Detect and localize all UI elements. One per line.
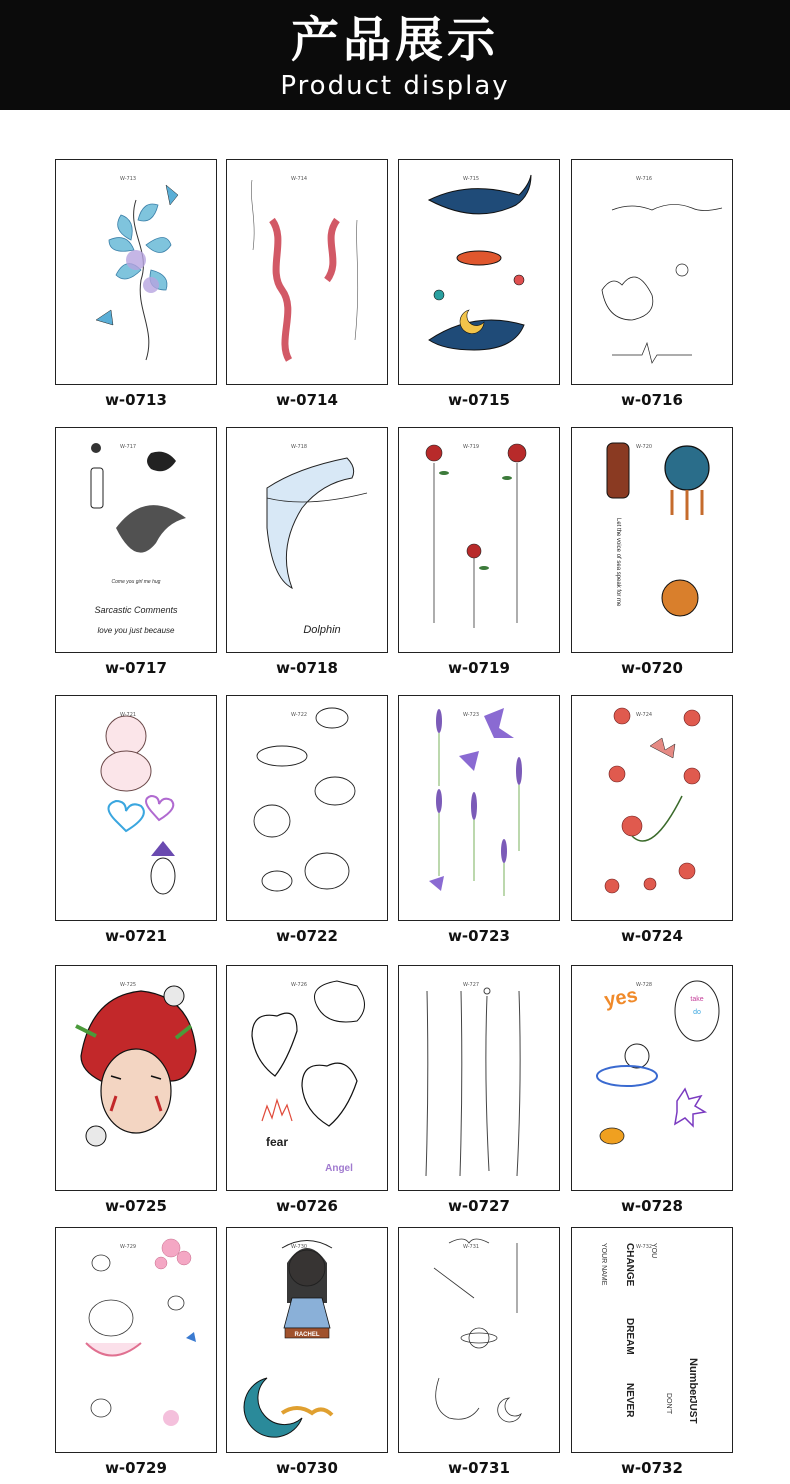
- product-card[interactable]: [571, 427, 733, 653]
- cat-moon-line-art: [572, 160, 732, 384]
- product-code-small: W-732: [636, 1244, 653, 1250]
- product-label: w-0715: [448, 391, 510, 409]
- product-card[interactable]: [398, 1227, 560, 1453]
- product-code-small: W-721: [120, 712, 137, 718]
- product-card[interactable]: [55, 695, 217, 921]
- product-label: w-0717: [105, 659, 167, 677]
- product-label: w-0722: [276, 927, 338, 945]
- tattoo-script-text: Come you girl me hug: [111, 579, 161, 585]
- tattoo-script-text: DREAM: [624, 1318, 635, 1355]
- product-code-small: W-716: [636, 176, 653, 182]
- bunnies-balloons-art: [56, 1228, 216, 1452]
- bear-heart-art: [56, 696, 216, 920]
- skull-heart-fire-art: [227, 966, 387, 1190]
- product-code-small: W-720: [636, 444, 653, 450]
- roses-butterfly-art: [572, 696, 732, 920]
- product-card[interactable]: [398, 695, 560, 921]
- product-label: w-0720: [621, 659, 683, 677]
- product-code-small: W-718: [291, 444, 308, 450]
- whale-planet-art: [399, 160, 559, 384]
- tattoo-script-text: DON'T: [665, 1393, 672, 1415]
- product-code-small: W-722: [291, 712, 308, 718]
- product-label: w-0723: [448, 927, 510, 945]
- product-code-small: W-726: [291, 982, 308, 988]
- product-label: w-0721: [105, 927, 167, 945]
- product-card[interactable]: [398, 427, 560, 653]
- product-code-small: W-713: [120, 176, 137, 182]
- product-code-small: W-715: [463, 176, 480, 182]
- product-code-small: W-724: [636, 712, 653, 718]
- header-title-zh: 产品展示: [290, 12, 499, 68]
- product-code-small: W-727: [463, 982, 480, 988]
- product-card[interactable]: [226, 1227, 388, 1453]
- lavender-butterfly-art: [399, 696, 559, 920]
- product-card[interactable]: [571, 159, 733, 385]
- tattoo-script-text: CHANGE: [624, 1243, 635, 1287]
- product-card[interactable]: [55, 427, 217, 653]
- tattoo-script-text: Dolphin: [303, 624, 341, 636]
- product-card[interactable]: [571, 965, 733, 1191]
- product-card[interactable]: [226, 159, 388, 385]
- product-code-small: W-717: [120, 444, 137, 450]
- tattoo-script-text: do: [693, 1009, 701, 1016]
- product-label: w-0729: [105, 1459, 167, 1477]
- product-code-small: W-725: [120, 982, 137, 988]
- tattoo-script-text: RACHEL: [294, 1332, 320, 1338]
- product-card[interactable]: [226, 427, 388, 653]
- red-brushstroke-art: [227, 160, 387, 384]
- vertical-script-lines-art: [399, 966, 559, 1190]
- dreamcatcher-bottle-art: [572, 428, 732, 652]
- product-label: w-0731: [448, 1459, 510, 1477]
- girl-scale-moon-art: [227, 1228, 387, 1452]
- product-code-small: W-729: [120, 1244, 137, 1250]
- product-label: w-0726: [276, 1197, 338, 1215]
- tattoo-script-text: take: [690, 996, 704, 1003]
- dolphin-art: [227, 428, 387, 652]
- tattoo-script-text: yes: [602, 984, 640, 1012]
- tattoo-script-text: Number: [687, 1358, 699, 1400]
- header-title-en: Product display: [280, 71, 510, 101]
- product-label: w-0727: [448, 1197, 510, 1215]
- tattoo-script-text: JUST: [687, 1398, 698, 1424]
- product-card[interactable]: [398, 159, 560, 385]
- flower-butterfly-art: [56, 160, 216, 384]
- product-label: w-0725: [105, 1197, 167, 1215]
- mononoke-princess-art: [56, 966, 216, 1190]
- astronaut-yes-art: [572, 966, 732, 1190]
- word-typography-art: [572, 1228, 732, 1452]
- tattoo-script-text: love you just because: [97, 626, 175, 635]
- tattoo-script-text: Angel: [325, 1163, 353, 1174]
- product-card[interactable]: [571, 695, 733, 921]
- product-card[interactable]: [55, 965, 217, 1191]
- tattoo-script-text: fear: [265, 1135, 289, 1149]
- product-code-small: W-730: [291, 1244, 308, 1250]
- product-code-small: W-719: [463, 444, 480, 450]
- product-label: w-0719: [448, 659, 510, 677]
- tattoo-script-text: YOUR NAME: [600, 1243, 607, 1286]
- product-label: w-0716: [621, 391, 683, 409]
- tattoo-script-text: Sarcastic Comments: [94, 605, 178, 615]
- tattoo-script-text: Let the voice of sea speak for me: [615, 518, 621, 607]
- product-label: w-0728: [621, 1197, 683, 1215]
- product-label: w-0718: [276, 659, 338, 677]
- bird-roses-art: [56, 428, 216, 652]
- page-header: [0, 0, 790, 110]
- product-code-small: W-731: [463, 1244, 480, 1250]
- tattoo-script-text: NEVER: [624, 1383, 635, 1418]
- product-card[interactable]: [226, 965, 388, 1191]
- product-code-small: W-728: [636, 982, 653, 988]
- product-label: w-0730: [276, 1459, 338, 1477]
- product-card[interactable]: [226, 695, 388, 921]
- elephants-line-art: [227, 696, 387, 920]
- product-label: w-0732: [621, 1459, 683, 1477]
- product-label: w-0714: [276, 391, 338, 409]
- product-card[interactable]: [398, 965, 560, 1191]
- tattoo-script-text: YOU: [650, 1243, 657, 1259]
- moon-planet-line-art: [399, 1228, 559, 1452]
- product-code-small: W-714: [291, 176, 308, 182]
- red-roses-art: [399, 428, 559, 652]
- product-card[interactable]: [55, 159, 217, 385]
- product-card[interactable]: [571, 1227, 733, 1453]
- product-code-small: W-723: [463, 712, 480, 718]
- product-card[interactable]: [55, 1227, 217, 1453]
- product-label: w-0724: [621, 927, 683, 945]
- product-label: w-0713: [105, 391, 167, 409]
